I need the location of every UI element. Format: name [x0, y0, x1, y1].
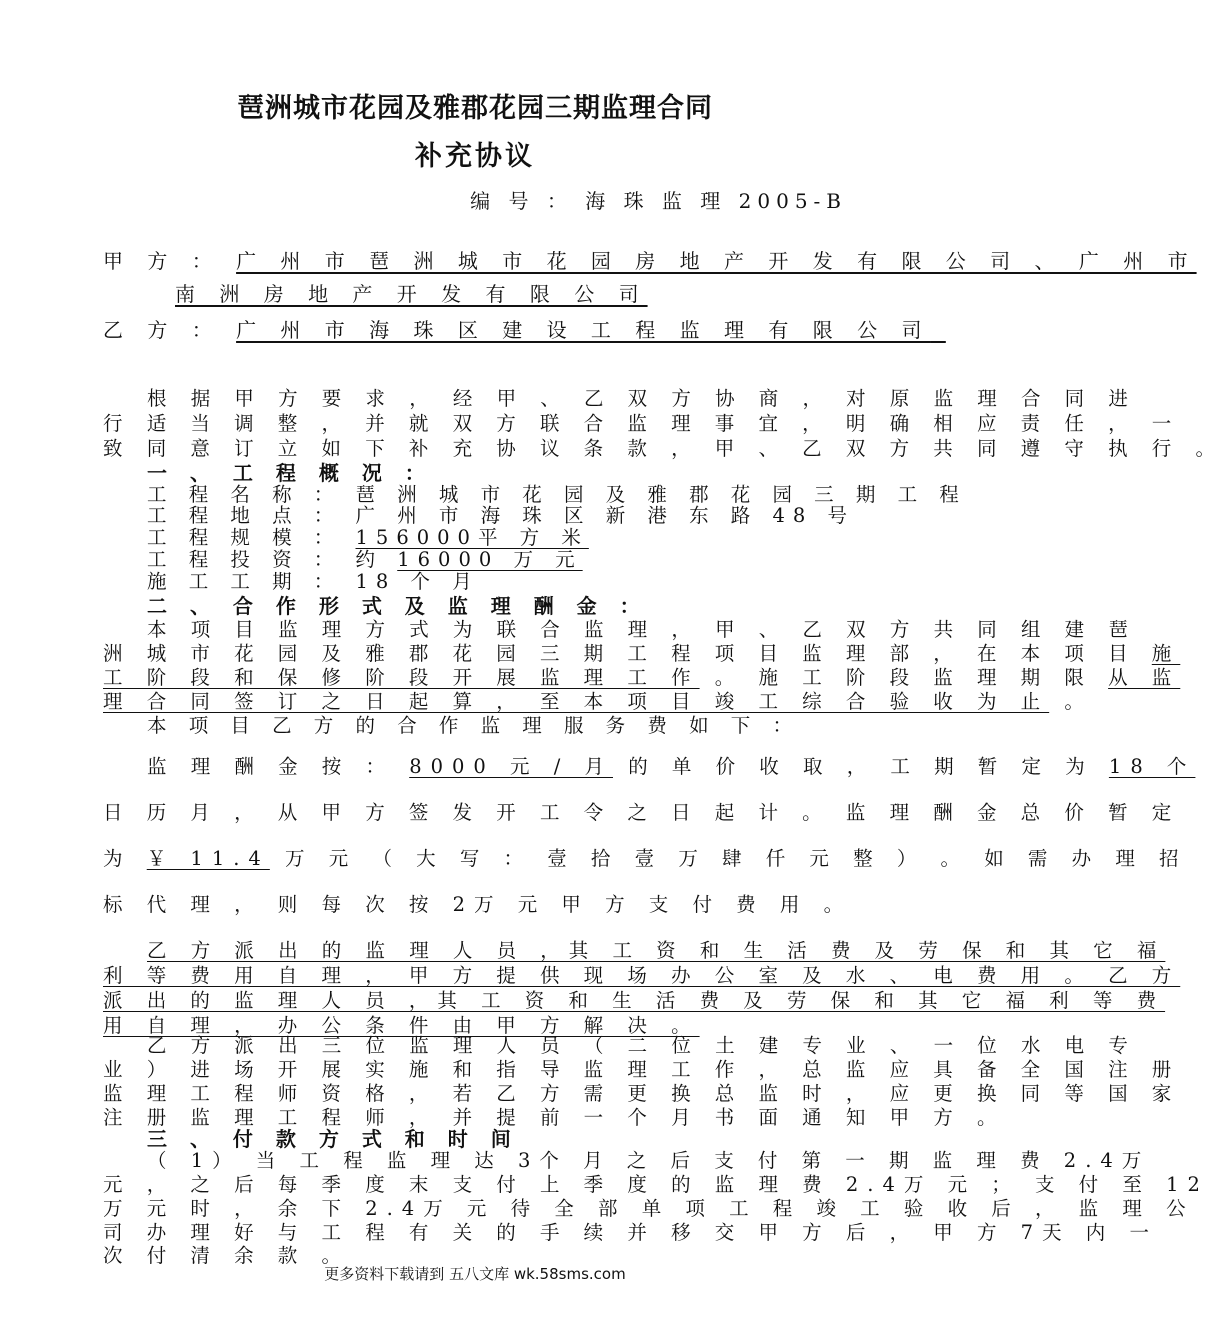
personnel-line-4: 注 册 监 理 工 程 师 ， 并 提 前 一 个 月 书 面 通 知 甲 方 。: [103, 1106, 1006, 1129]
payment-line-3: 万 元 时 ， 余 下 2.4万 元 待 全 部 单 项 工 程 竣 工 验 收 后 ， 监 理 公: [103, 1197, 1195, 1220]
personnel-line-1: 乙 方 派 出 三 位 监 理 人 员 （ 二 位 土 建 专 业 、 一 位 水 电 专: [147, 1034, 1137, 1057]
payment-line-2: 元 ， 之 后 每 季 度 末 支 付 上 季 度 的 监 理 费 2.4万 元 ； 支 付 至 12: [103, 1173, 1209, 1196]
party-b-label: 乙 方 ：: [103, 318, 221, 342]
total-fee: ￥ 11.4: [146, 847, 270, 870]
project-site-label: 工 程 地 点 ：: [147, 504, 342, 527]
supervision-term: 理 合 同 签 订 之 日 起 算 ， 至 本 项 目 竣 工 综 合 验 收 为 止: [103, 690, 1050, 713]
fee-line-3-prefix: 为: [103, 847, 132, 870]
cooperation-line-3-underlined: 从 监: [1108, 666, 1181, 689]
project-scale-value: 156000平 方 米: [355, 526, 589, 549]
payment-line-5: 次 付 清 余 款 。: [103, 1244, 350, 1267]
monthly-fee: 8000 元 / 月: [409, 755, 613, 778]
project-investment-value: 16000 万 元: [397, 548, 583, 571]
intro-line-1: 根 据 甲 方 要 求 ， 经 甲 、 乙 双 方 协 商 ， 对 原 监 理 合 同 进: [147, 387, 1137, 410]
staff-line-3: 派 出 的 监 理 人 员 ，其 工 资 和 生 活 费 及 劳 保 和 其 它 福 利 等 费: [103, 989, 1166, 1012]
fee-label: 监 理 酬 金 按 ：: [147, 755, 394, 778]
party-b-name: 广 州 市 海 珠 区 建 设 工 程 监 理 有 限 公 司: [236, 318, 931, 342]
project-period-value: 18 个 月: [355, 570, 480, 593]
cooperation-line-1: 本 项 目 监 理 方 式 为 联 合 监 理 ， 甲 、 乙 双 方 共 同 组 建 琶: [147, 618, 1137, 641]
intro-line-3: 致 同 意 订 立 如 下 补 充 协 议 条 款 ， 甲 、 乙 双 方 共 同 遵 守 执 行 。: [103, 437, 1224, 460]
party-a-name-line2: 南 洲 房 地 产 开 发 有 限 公 司: [175, 282, 648, 306]
party-b-line: [103, 314, 1020, 343]
fee-line-1: [147, 751, 1196, 779]
document-title: 琶洲城市花园及雅郡花园三期监理合同: [237, 93, 713, 124]
section-1-heading: 一 、 工 程 概 况 ：: [147, 461, 433, 485]
fee-months: 18 个: [1108, 755, 1196, 778]
fee-line-3-text: 万 元 （ 大 写 ： 壹 拾 壹 万 肆 仟 元 整 ） 。 如 需 办 理 招: [285, 847, 1188, 870]
project-investment-prefix: 约: [355, 548, 384, 571]
staff-line-1: 乙 方 派 出 的 监 理 人 员 ，其 工 资 和 生 活 费 及 劳 保 和 其 它 福: [147, 939, 1166, 962]
footer-source: 更多资料下载请到 五八文库 wk.58sms.com: [324, 1265, 626, 1283]
intro-line-2: 行 适 当 调 整 ， 并 就 双 方 联 合 监 理 事 宜 ， 明 确 相 应 责 任 ， 一: [103, 412, 1181, 435]
fee-text: 的 单 价 收 取 ， 工 期 暂 定 为: [628, 755, 1094, 778]
staff-line-4: 用 自 理 ， 办 公 条 件 由 甲 方 解 决 。: [103, 1014, 700, 1037]
cooperation-line-3-text: 。 施 工 阶 段 监 理 期 限: [714, 666, 1093, 689]
cooperation-line-4-end: 。: [1064, 690, 1093, 713]
project-name-label: 工 程 名 称 ：: [147, 483, 342, 506]
project-scale-label: 工 程 规 模 ：: [147, 526, 342, 549]
party-a-label: 甲 方 ：: [103, 249, 221, 273]
section-3-heading: 三 、 付 款 方 式 和 时 间: [147, 1127, 519, 1151]
personnel-line-3: 监 理 工 程 师 资 格 ， 若 乙 方 需 更 换 总 监 时 ， 应 更 换 同 等 国 家: [103, 1082, 1181, 1105]
project-investment-label: 工 程 投 资 ：: [147, 548, 342, 571]
payment-line-1: （ 1） 当 工 程 监 理 达 3个 月 之 后 支 付 第 一 期 监 理 费 2.4万: [147, 1149, 1151, 1172]
project-period-label: 施 工 工 期 ：: [147, 570, 342, 593]
payment-line-4: 司 办 理 好 与 工 程 有 关 的 手 续 并 移 交 甲 方 后 ， 甲 方 7天 内 一: [103, 1221, 1158, 1244]
party-a-name-line1: 广 州 市 琶 洲 城 市 花 园 房 地 产 开 发 有 限 公 司 、 广 州 市: [236, 249, 1197, 273]
staff-line-2: 利 等 费 用 自 理 ， 甲 方 提 供 现 场 办 公 室 及 水 、 电 费 用 。 乙 方: [103, 964, 1181, 987]
fee-line-2: 日 历 月 ， 从 甲 方 签 发 开 工 令 之 日 起 计 。 监 理 酬 金 总 价 暂 定: [103, 801, 1181, 824]
section-2-heading: 二 、 合 作 形 式 及 监 理 酬 金 ：: [147, 594, 648, 618]
fee-line-3: [103, 843, 1188, 871]
party-a-line: [103, 245, 1197, 274]
cooperation-scope: 工 阶 段 和 保 修 阶 段 开 展 监 理 工 作: [103, 666, 700, 689]
cooperation-line-2-underlined: 施: [1151, 642, 1181, 665]
fee-line-4: 标 代 理 ， 则 每 次 按 2万 元 甲 方 支 付 费 用 。: [103, 893, 853, 916]
document-code: 编 号 ： 海 珠 监 理 2005-B: [470, 189, 847, 213]
personnel-line-2: 业 ） 进 场 开 展 实 施 和 指 导 监 理 工 作 ， 总 监 应 具 备 全 国 注 册: [103, 1058, 1181, 1081]
project-site-value: 广 州 市 海 珠 区 新 港 东 路 48 号: [355, 504, 855, 527]
service-fee-intro: 本 项 目 乙 方 的 合 作 监 理 服 务 费 如 下 ：: [147, 714, 800, 737]
cooperation-line-2-text: 洲 城 市 花 园 及 雅 郡 花 园 三 期 工 程 项 目 监 理 部 ， 在 本 项 目: [103, 642, 1137, 665]
project-name-value: 琶 洲 城 市 花 园 及 雅 郡 花 园 三 期 工 程: [355, 483, 967, 506]
document-subtitle: 补充协议: [415, 141, 535, 172]
